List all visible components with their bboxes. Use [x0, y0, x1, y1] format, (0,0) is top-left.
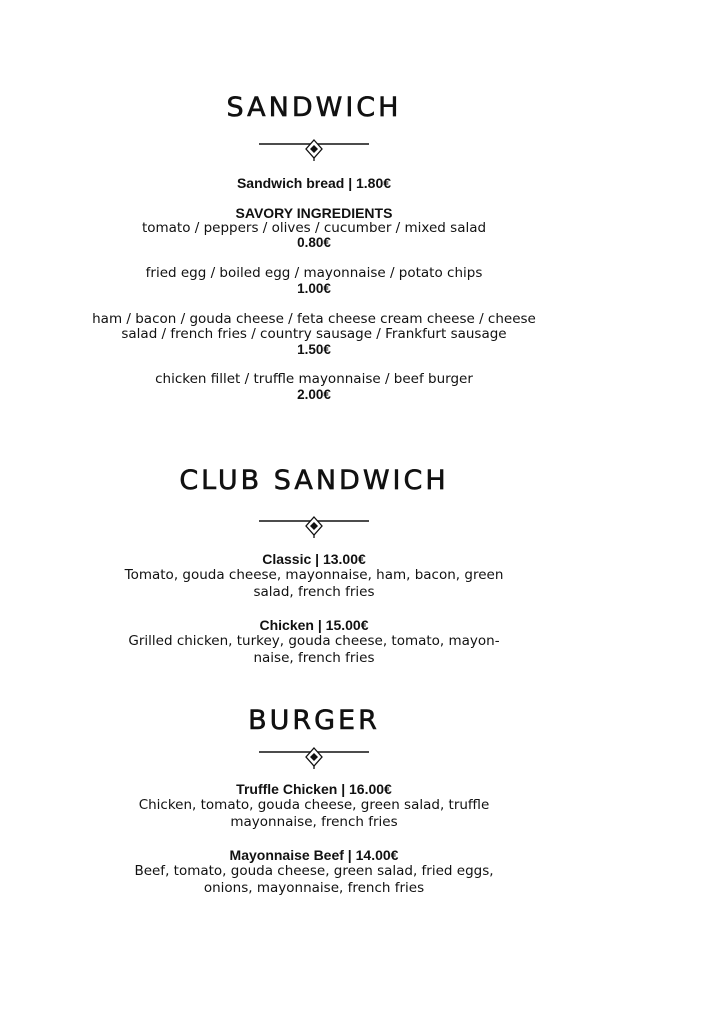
ingredient-line: tomato / peppers / olives / cucumber / mixed salad	[141, 220, 487, 236]
ingredient-line: chicken fillet / truffle mayonnaise / beef burger	[155, 371, 473, 387]
menu-item-description: naise, french fries	[253, 650, 375, 666]
menu-item-description: Beef, tomato, gouda cheese, green salad, fried eggs,	[134, 863, 494, 879]
club-sandwich-title: CLUB SANDWICH	[179, 465, 449, 496]
sandwich-bread-price: Sandwich bread | 1.80€	[236, 175, 392, 191]
menu-item-name: Truffle Chicken | 16.00€	[236, 781, 392, 797]
menu-item-name: Classic | 13.00€	[262, 551, 366, 567]
menu-item-name: Mayonnaise Beef | 14.00€	[229, 847, 399, 863]
ingredient-group-price: 2.00€	[297, 387, 331, 402]
ingredient-group-price: 1.00€	[297, 281, 331, 296]
menu-item-description: Tomato, gouda cheese, mayonnaise, ham, bacon, green	[124, 567, 504, 583]
sandwich-title: SANDWICH	[226, 92, 402, 123]
menu-item-description: mayonnaise, french fries	[230, 814, 398, 830]
menu-item-description: Chicken, tomato, gouda cheese, green salad, truffle	[138, 797, 490, 813]
burger-ornament-icon	[0, 746, 628, 770]
ingredient-line: ham / bacon / gouda cheese / feta cheese cream cheese / cheese	[92, 311, 536, 327]
menu-item-description: Grilled chicken, turkey, gouda cheese, tomato, mayon-	[128, 633, 500, 649]
sandwich-ornament-icon	[0, 138, 628, 162]
menu-item-description: salad, french fries	[253, 584, 375, 600]
ingredient-group-price: 0.80€	[297, 235, 331, 250]
ingredient-group-price: 1.50€	[297, 342, 331, 357]
ingredient-line: fried egg / boiled egg / mayonnaise / potato chips	[145, 265, 483, 281]
ingredient-line: salad / french fries / country sausage / Frankfurt sausage	[121, 326, 507, 342]
burger-title: BURGER	[248, 705, 380, 736]
savory-ingredients-heading: SAVORY INGREDIENTS	[235, 205, 393, 221]
club-ornament-icon	[0, 515, 628, 539]
menu-item-description: onions, mayonnaise, french fries	[203, 880, 425, 896]
menu-item-name: Chicken | 15.00€	[259, 617, 369, 633]
